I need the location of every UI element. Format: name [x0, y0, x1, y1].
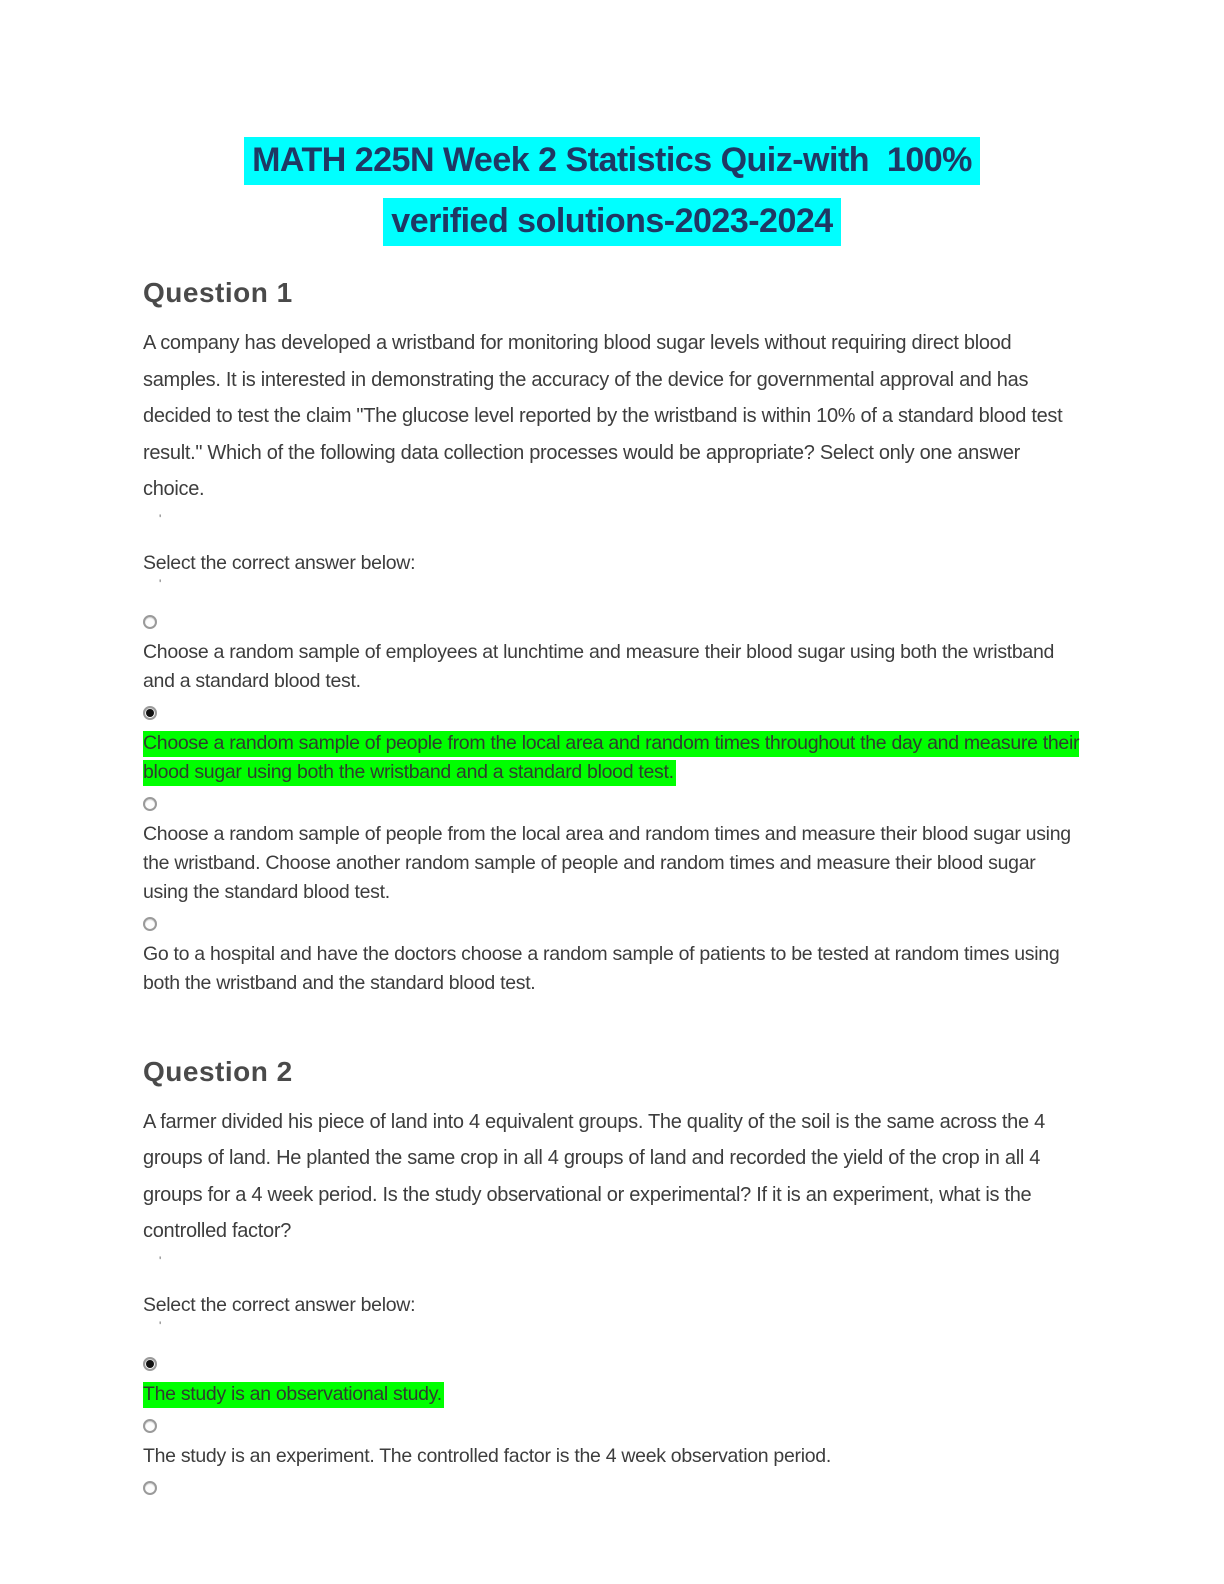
radio-button-unselected[interactable] — [143, 797, 157, 811]
question-1-body: A company has developed a wristband for monitoring blood sugar levels without requiring direct blood samples. It is interested in demonstrating the accuracy of the device for governmental approval and has decided to test the claim "The glucose level reported by the wristband is within 10% of a standard blood test result." Which of the following data collection processes would be appropriate? Select only one answer choice. — [143, 332, 1063, 500]
radio-button-unselected[interactable] — [143, 615, 157, 629]
stray-mark: ' — [159, 576, 162, 591]
option-3-label: Choose a random sample of people from the local area and random times and measure their blood sugar using the wristband. Choose another random sample of people and random times and measure their blood sugar using the standard blood test. — [143, 822, 1071, 903]
radio-button-selected[interactable] — [143, 706, 157, 720]
question-2-option-3 — [143, 1481, 1081, 1495]
option-text[interactable] — [143, 940, 1081, 998]
question-2-option-1 — [143, 1357, 1081, 1409]
question-1-option-2 — [143, 706, 1081, 787]
radio-button-unselected[interactable] — [143, 1419, 157, 1433]
title-line-2: verified solutions-2023-2024 — [383, 198, 840, 246]
option-text[interactable] — [143, 820, 1081, 907]
question-2-body: A farmer divided his piece of land into 4 equivalent groups. The quality of the soil is the same across the 4 groups of land. He planted the same crop in all 4 groups of land and recorded the yield of the crop in all 4 groups for a 4 week period. Is the study observational or experimental? If it is an experiment, what is the controlled factor? — [143, 1110, 1045, 1242]
question-1-section — [143, 277, 1081, 998]
stray-mark: ' — [159, 1318, 162, 1333]
option-text[interactable] — [143, 729, 1081, 787]
radio-button-unselected[interactable] — [143, 917, 157, 931]
radio-button-unselected[interactable] — [143, 1481, 157, 1495]
option-2-label: The study is an experiment. The controlled factor is the 4 week observation period. — [143, 1444, 831, 1467]
stray-mark: ' — [159, 511, 162, 526]
title-line-1: MATH 225N Week 2 Statistics Quiz-with 100% — [244, 137, 980, 185]
option-text[interactable] — [143, 1442, 1081, 1471]
option-text[interactable] — [143, 1380, 1081, 1409]
option-1-label-highlighted: The study is an observational study. — [143, 1382, 444, 1408]
option-text[interactable] — [143, 638, 1081, 696]
question-1-select-prompt: Select the correct answer below: — [143, 551, 416, 574]
question-2-select-prompt: Select the correct answer below: — [143, 1293, 416, 1316]
question-2-section — [143, 1056, 1081, 1495]
question-1-option-3 — [143, 797, 1081, 907]
question-2-option-2 — [143, 1419, 1081, 1471]
title-line-1-wrap — [143, 133, 1081, 194]
option-1-label: Choose a random sample of employees at lunchtime and measure their blood sugar using both the wristband and a standard blood test. — [143, 640, 1055, 692]
option-2-label-highlighted: Choose a random sample of people from the local area and random times throughout the day and measure their blood sugar using both the wristband and a standard blood test. — [143, 731, 1079, 786]
question-1-option-1 — [143, 615, 1081, 696]
question-1-option-4 — [143, 917, 1081, 998]
option-4-label: Go to a hospital and have the doctors choose a random sample of patients to be tested at random times using both the wristband and the standard blood test. — [143, 942, 1060, 994]
radio-button-selected[interactable] — [143, 1357, 157, 1371]
question-1-heading: Question 1 — [143, 277, 293, 308]
title-line-2-wrap — [143, 194, 1081, 255]
question-2-heading: Question 2 — [143, 1055, 293, 1087]
stray-mark: ' — [159, 1253, 162, 1268]
document-title — [143, 133, 1081, 255]
